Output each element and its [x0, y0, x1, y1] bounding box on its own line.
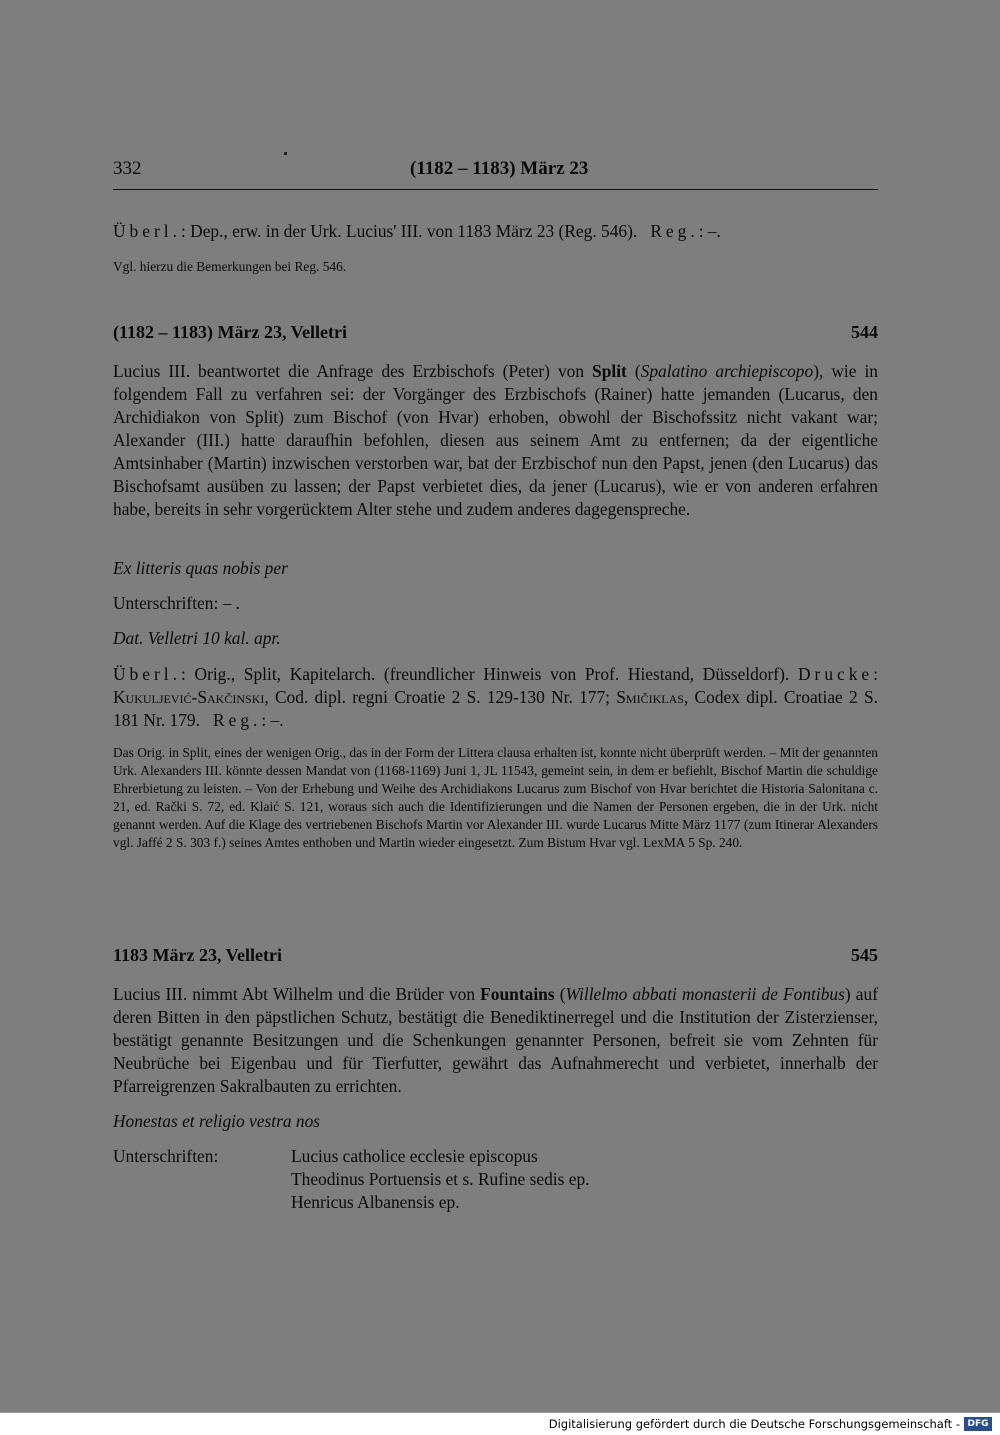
summary-text: Lucius III. beantwortet die Anfrage des Erzbischofs (Peter) von: [113, 361, 593, 381]
signatures-list: [291, 1145, 590, 1214]
dating: Dat. Velletri 10 kal. apr.: [113, 628, 281, 648]
prev-entry-note: [113, 258, 878, 276]
edition-text: , Cod. dipl. regni Croatie 2 S. 129-130 Nr. 177;: [264, 687, 617, 707]
prev-entry-ueberl: [113, 220, 878, 243]
entry-544-apparatus: Überl.: Orig., Split, Kapitelarch. (freundlicher Hinweis von Prof. Hiestand, Düsseldorf). Drucke: Kukuljević-Sakčinski, Cod. dipl. regni Croatie 2 S. 129-130 Nr. 177; Smičiklas, Codex dipl. Croatiae 2 S. 181 Nr. 179. Reg.: –.: [113, 664, 878, 730]
summary-text-cont: ) auf deren Bitten in den päpstlichen Schutz, bestätigt die Benediktinerregel und die Institution der Zisterzienser, bestätigt genannte Besitzungen und die Schenkungen genannter Personen, befreit sie vom Zehnten für Neubrüche bei Eigenbau und für Tierfutter, gewährt das Aufnahmerecht und verbietet, innerhalb der Pfarreigrenzen Sakralbauten zu errichten.: [113, 984, 878, 1096]
entry-number: 545: [851, 945, 878, 965]
dfg-logo: DFG: [964, 1417, 992, 1431]
commentary-text: Das Orig. in Split, eines der wenigen Orig., das in der Form der Littera clausa erhalten ist, konnte nicht überprüft werden. – Mit der genannten Urk. Alexanders III. könnte dessen Mandat von (1168-1169) Juni 1, JL 11543, gemeint sein, in dem er befiehlt, Bischof Martin die schuldige Ehrerbietung zu leisten. – Von der Erhebung und Weihe des Archidiakons Lucarus zum Bischof von Hvar berichtet die Historia Salonitana c. 21, ed. Rački S. 72, ed. Klaić S. 121, woraus sich auch die Identifizierungen und die Namen der Personen ergeben, die in der Urk. nicht genannt werden. Auf die Klage des vertriebenen Bischofs Martin vor Alexander III. wurde Lucarus Mitte März 1177 (zum Itinerar Alexanders vgl. Jaffé 2 S. 303 f.) seines Amtes enthoben und Martin wieder eingesetzt. Zum Bistum Hvar vgl. LexMA 5 Sp. 240.: [113, 745, 878, 850]
entry-number: 544: [851, 322, 878, 342]
note-text: Vgl. hierzu die Bemerkungen bei Reg. 546.: [113, 259, 347, 274]
entry-544-heading: [113, 322, 878, 343]
ueberl-text: : Dep., erw. in der Urk. Lucius' III. von 1183 März 23 (Reg. 546).: [180, 221, 638, 241]
incipit: Ex litteris quas nobis per: [113, 558, 288, 578]
entry-544-signatures: [113, 592, 878, 615]
signature-line: Lucius catholice ecclesie episcopus: [291, 1146, 538, 1166]
signature-line: Theodinus Portuensis et s. Rufine sedis ep.: [291, 1169, 590, 1189]
page-number: 332: [113, 158, 142, 179]
entry-544-dating: [113, 627, 878, 650]
entry-545-summary: Lucius III. nimmt Abt Wilhelm und die Brüder von Fountains (Willelmo abbati monasterii de Fontibus) auf deren Bitten in den päpstlichen Schutz, bestätigt die Benediktinerregel und die Institution der Zisterzienser, bestätigt genannte Besitzungen und die Schenkungen genannter Personen, befreit sie vom Zehnten für Neubrüche bei Eigenbau und für Tierfutter, gewährt das Aufnahmerecht und verbietet, innerhalb der Pfarreigrenzen Sakralbauten zu errichten.: [113, 984, 878, 1096]
entry-544-commentary: [113, 744, 878, 852]
drucke-label: Drucke: [797, 664, 874, 684]
incipit: Honestas et religio vestra nos: [113, 1111, 321, 1131]
ueberl-label: Überl.: [113, 221, 181, 241]
entry-544-summary: Lucius III. beantwortet die Anfrage des Erzbischofs (Peter) von Split (Spalatino archiepiscopo), wie in folgendem Fall zu verfahren sei: der Vorgänger des Erzbischofs (Rainer) hatte jemanden (Lucarus, den Archidiakon von Split) zum Bischof (von Hvar) erhoben, obwohl der Bischofssitz nicht vakant war; Alexander (III.) hatte daraufhin befohlen, diesen aus seinem Amt zu entfernen; da der eigentliche Amtsinhaber (Martin) inzwischen verstorben war, bat der Erzbischof nun den Papst, jenen (den Lucarus) das Bischofsamt ausüben zu lassen; der Papst verbietet dies, da jener (Lucarus), wie er von anderen erfahren habe, bereits in sehr vorgerücktem Alter stehe und zudem anderes dagegenspreche.: [113, 361, 878, 519]
scan-speck: [284, 152, 287, 155]
ueberl-label: Überl.: [113, 664, 181, 684]
summary-text: Lucius III. nimmt Abt Wilhelm und die Brüder von: [113, 984, 481, 1004]
edition-author: Kukuljević-Sakčinski: [113, 687, 265, 707]
running-title: (1182 – 1183) März 23: [410, 158, 589, 179]
signatures: Unterschriften: – .: [113, 593, 241, 613]
footer-credit: Digitalisierung gefördert durch die Deutsche Forschungsgemeinschaft -: [548, 1417, 960, 1431]
edition-author: Smičiklas: [616, 687, 684, 707]
place-name: Split: [592, 361, 627, 381]
entry-date-place: (1182 – 1183) März 23, Velletri: [113, 322, 347, 342]
reg-text: : –.: [261, 710, 284, 730]
entry-545-incipit: [113, 1110, 878, 1133]
entry-544-incipit: [113, 557, 878, 580]
reg-label: Reg.: [650, 221, 699, 241]
entry-545-heading: [113, 945, 878, 966]
ueberl-text: : Orig., Split, Kapitelarch. (freundlicher Hinweis von Prof. Hiestand, Düsseldorf).: [180, 664, 790, 684]
place-name: Fountains: [480, 984, 555, 1004]
footer-bar: [0, 1412, 1000, 1435]
entry-date-place: 1183 März 23, Velletri: [113, 945, 282, 965]
latin-address: Willelmo abbati monasterii de Fontibus: [565, 984, 845, 1004]
header-rule: [113, 189, 878, 190]
reg-label: Reg.: [213, 710, 262, 730]
signature-line: Henricus Albanensis ep.: [291, 1192, 460, 1212]
edition-text: , Codex dipl. Croatiae 2 S. 181 Nr. 179.: [113, 687, 878, 730]
signatures-label: Unterschriften:: [113, 1146, 219, 1166]
summary-text-cont: ), wie in folgendem Fall zu verfahren sei: der Vorgänger des Erzbischofs (Rainer) hatte jemanden (Lucarus, den Archidiakon von Split) zum Bischof (von Hvar) erhoben, obwohl der Bischofssitz nicht vakant war; Alexander (III.) hatte daraufhin befohlen, diesen aus seinem Amt zu entfernen; da der eigentliche Amtsinhaber (Martin) inzwischen verstorben war, bat der Erzbischof nun den Papst, jenen (den Lucarus) das Bischofsamt ausüben zu lassen; der Papst verbietet dies, da jener (Lucarus), wie er von anderen erfahren habe, bereits in sehr vorgerücktem Alter stehe und zudem anderes dagegenspreche.: [113, 361, 878, 519]
latin-address: Spalatino archiepiscopo: [640, 361, 814, 381]
reg-text: : –.: [698, 221, 721, 241]
